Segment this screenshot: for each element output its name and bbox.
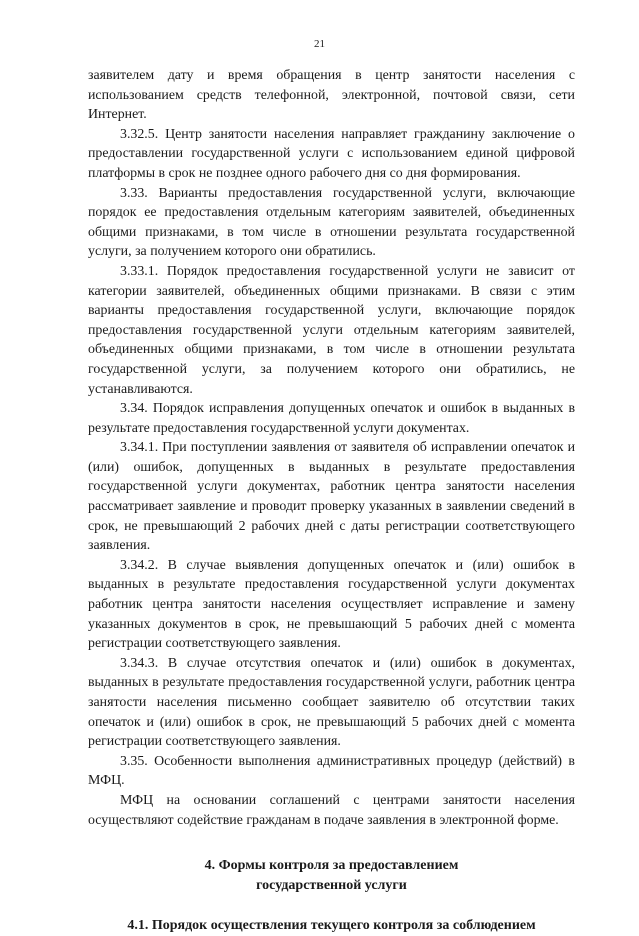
paragraph-3-33-1: 3.33.1. Порядок предоставления государственной услуги не зависит от категории заявителей, объединенных общими признаками. В связи с этим варианты предоставления государственной услуги, включающие порядок предоставления государственной услуги отдельным категориям заявителей, объединенных общими признаками, в том числе в отношении результата государственной услуги, за получением которого они обратились, не устанавливаются. [88, 263, 575, 397]
document-body [88, 66, 575, 936]
section-heading [88, 856, 575, 895]
paragraph-3-34-2: 3.34.2. В случае выявления допущенных опечаток и (или) ошибок в выданных в результате предоставления государственной услуги документах работник центра занятости населения осуществляет исправление и замену указанных документов в срок, не превышающий 5 рабочих дней с момента регистрации соответствующего заявления. [88, 557, 575, 652]
paragraph-3-35: 3.35. Особенности выполнения административных процедур (действий) в МФЦ. [88, 753, 575, 789]
paragraph-3-34: 3.34. Порядок исправления допущенных опечаток и ошибок в выданных в результате предоставления государственной услуги документах. [88, 401, 575, 436]
page-number: 21 [314, 38, 325, 50]
subsection-heading: 4.1. Порядок осуществления текущего контроля за соблюдением [127, 918, 536, 934]
paragraph-continuation: заявителем дату и время обращения в центр занятости населения с использованием средств телефонной, электронной, почтовой связи, сети Интернет. [88, 68, 575, 123]
section-heading-line-2: государственной услуги [256, 877, 407, 893]
paragraph-3-32-5: 3.32.5. Центр занятости населения направляет гражданину заключение о предоставлении государственной услуги с использованием единой цифровой платформы в срок не позднее одного рабочего дня со дня формирования. [88, 126, 575, 181]
section-heading-line-1: 4. Формы контроля за предоставлением [204, 858, 459, 874]
paragraph-mfc: МФЦ на основании соглашений с центрами занятости населения осуществляют содействие гражданам в подаче заявления в электронной форме. [88, 792, 575, 828]
paragraph-3-33: 3.33. Варианты предоставления государственной услуги, включающие порядок ее предоставления отдельным категориям заявителей, объединенных общими признаками, в том числе в отношении результата государственной услуги, за получением которого они обратились. [88, 185, 575, 260]
paragraph-3-34-3: 3.34.3. В случае отсутствия опечаток и (или) ошибок в документах, выданных в результате предоставления государственной услуги, работник центра занятости населения письменно сообщает заявителю об отсутствии таких опечаток и (или) ошибок в срок, не превышающий 5 рабочих дней с момента регистрации соответствующего заявления. [88, 655, 575, 750]
paragraph-3-34-1: 3.34.1. При поступлении заявления от заявителя об исправлении опечаток и (или) ошибок, допущенных в выданных в результате предоставления государственной услуги документах, работник центра занятости населения рассматривает заявление и проводит проверку указанных в заявлении сведений в срок, не превышающий 2 рабочих дней с даты регистрации соответствующего заявления. [88, 440, 575, 554]
